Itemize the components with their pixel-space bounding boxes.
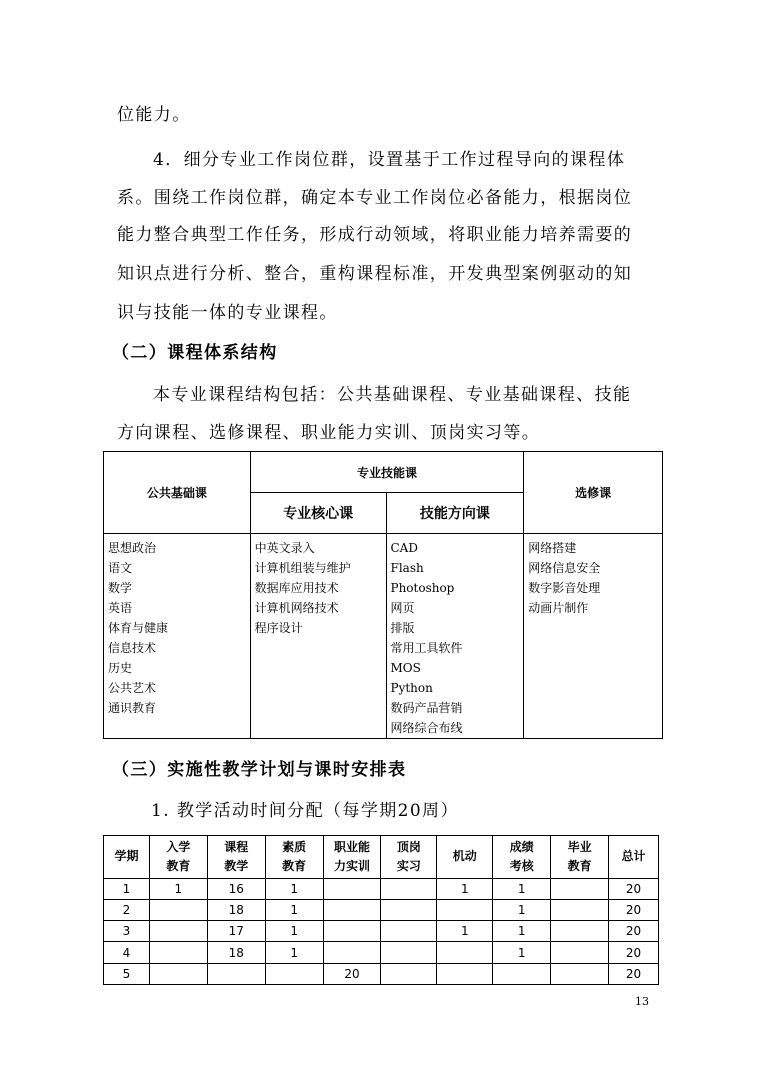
table-cell <box>437 942 493 963</box>
table-cell <box>323 921 381 942</box>
table-cell <box>551 899 609 920</box>
table-cell <box>551 942 609 963</box>
page-number: 13 <box>635 995 649 1008</box>
table-row <box>104 878 659 899</box>
list-item: 动画片制作 <box>528 601 589 615</box>
table-cell: 1 <box>265 921 323 942</box>
list-item: 常用工具软件 <box>390 641 463 655</box>
table-cell: 18 <box>207 942 265 963</box>
table-cell <box>149 963 207 984</box>
course-structure-table <box>103 451 663 739</box>
table-cell <box>381 963 437 984</box>
list-item: 中英文录入 <box>254 541 315 555</box>
table-row <box>104 899 659 920</box>
table-row <box>104 963 659 984</box>
header-direction-courses: 技能方向课 <box>386 493 524 534</box>
table-header-row <box>104 836 659 879</box>
header-cell: 总计 <box>609 836 659 879</box>
header-cell: 课程 教学 <box>207 836 265 879</box>
section-heading: （二）课程体系结构 <box>112 343 278 363</box>
table-row <box>104 921 659 942</box>
core-course-list <box>250 534 386 739</box>
table-cell <box>381 942 437 963</box>
list-item: 网络搭建 <box>528 541 577 555</box>
table-cell: 1 <box>493 942 551 963</box>
list-item: 通识教育 <box>108 701 157 715</box>
paragraph-line: 本专业课程结构包括：公共基础课程、专业基础课程、技能 <box>153 385 632 405</box>
header-skill-courses: 专业技能课 <box>250 452 524 493</box>
header-cell: 学期 <box>104 836 150 879</box>
list-item: 网络综合布线 <box>390 721 463 735</box>
direction-course-list <box>386 534 524 739</box>
table-cell <box>551 963 609 984</box>
table-cell: 1 <box>493 921 551 942</box>
list-item: 思想政治 <box>108 541 157 555</box>
list-item: 公共艺术 <box>108 681 157 695</box>
list-item: 程序设计 <box>254 621 303 635</box>
header-cell: 入学 教育 <box>149 836 207 879</box>
paragraph-line: 方向课程、选修课程、职业能力实训、顶岗实习等。 <box>117 423 541 443</box>
header-elective-courses: 选修课 <box>524 452 663 534</box>
table-cell: 1 <box>104 878 150 899</box>
table-cell <box>381 921 437 942</box>
table-cell: 1 <box>437 878 493 899</box>
table-cell <box>551 878 609 899</box>
table-cell: 20 <box>609 899 659 920</box>
table-cell <box>323 878 381 899</box>
list-item: 数学 <box>108 581 133 595</box>
table-cell: 1 <box>265 942 323 963</box>
list-item: Python <box>390 681 433 695</box>
table-cell <box>381 878 437 899</box>
table-cell <box>207 963 265 984</box>
header-cell: 素质 教育 <box>265 836 323 879</box>
subsection-heading: 1. 教学活动时间分配（每学期20周） <box>151 801 459 821</box>
table-cell: 20 <box>323 963 381 984</box>
table-cell: 20 <box>609 942 659 963</box>
elective-course-list <box>524 534 663 739</box>
list-item: 英语 <box>108 601 133 615</box>
list-item: 数码产品营销 <box>390 701 463 715</box>
paragraph-line: 识与技能一体的专业课程。 <box>117 303 338 323</box>
table-cell <box>493 963 551 984</box>
header-core-courses: 专业核心课 <box>250 493 386 534</box>
list-item: 历史 <box>108 661 133 675</box>
table-cell: 5 <box>104 963 150 984</box>
table-cell <box>149 921 207 942</box>
table-cell: 20 <box>609 878 659 899</box>
list-item: 语文 <box>108 561 133 575</box>
table-cell: 1 <box>437 921 493 942</box>
list-item: 数字影音处理 <box>528 581 601 595</box>
table-cell: 2 <box>104 899 150 920</box>
table-cell <box>381 899 437 920</box>
table-cell <box>323 942 381 963</box>
paragraph-line: 知识点进行分析、整合，重构课程标准，开发典型案例驱动的知 <box>117 264 633 284</box>
table-cell: 20 <box>609 963 659 984</box>
list-item: 数据库应用技术 <box>254 581 339 595</box>
paragraph-line: 位能力。 <box>117 105 191 125</box>
table-cell <box>149 942 207 963</box>
list-item: 计算机组装与维护 <box>254 561 351 575</box>
list-item: Flash <box>390 561 424 575</box>
list-item: MOS <box>390 661 421 675</box>
table-cell <box>437 899 493 920</box>
table-cell <box>265 963 323 984</box>
paragraph-line: 4．细分专业工作岗位群，设置基于工作过程导向的课程体 <box>153 150 626 170</box>
header-cell: 机动 <box>437 836 493 879</box>
table-cell: 18 <box>207 899 265 920</box>
table-cell: 16 <box>207 878 265 899</box>
header-cell: 成绩 考核 <box>493 836 551 879</box>
table-cell: 17 <box>207 921 265 942</box>
header-public-courses: 公共基础课 <box>104 452 251 534</box>
table-cell: 3 <box>104 921 150 942</box>
teaching-time-table <box>103 835 659 985</box>
table-cell <box>323 899 381 920</box>
public-course-list <box>104 534 251 739</box>
table-cell <box>437 963 493 984</box>
table-cell: 1 <box>265 878 323 899</box>
table-cell <box>551 921 609 942</box>
list-item: 网络信息安全 <box>528 561 601 575</box>
table-row <box>104 942 659 963</box>
list-item: 信息技术 <box>108 641 157 655</box>
header-cell: 毕业 教育 <box>551 836 609 879</box>
list-item: 计算机网络技术 <box>254 601 339 615</box>
table-cell: 4 <box>104 942 150 963</box>
table-cell: 1 <box>493 899 551 920</box>
table-cell: 1 <box>493 878 551 899</box>
list-item: Photoshop <box>390 581 455 595</box>
list-item: CAD <box>390 541 418 555</box>
table-cell <box>149 899 207 920</box>
header-cell: 顶岗 实习 <box>381 836 437 879</box>
paragraph-line: 系。围绕工作岗位群，确定本专业工作岗位必备能力，根据岗位 <box>117 188 633 208</box>
list-item: 排版 <box>390 621 415 635</box>
section-heading: （三）实施性教学计划与课时安排表 <box>112 760 407 780</box>
table-cell: 1 <box>149 878 207 899</box>
table-cell: 1 <box>265 899 323 920</box>
paragraph-line: 能力整合典型工作任务，形成行动领域，将职业能力培养需要的 <box>117 225 633 245</box>
list-item: 体育与健康 <box>108 621 169 635</box>
header-cell: 职业能 力实训 <box>323 836 381 879</box>
list-item: 网页 <box>390 601 415 615</box>
table-cell: 20 <box>609 921 659 942</box>
